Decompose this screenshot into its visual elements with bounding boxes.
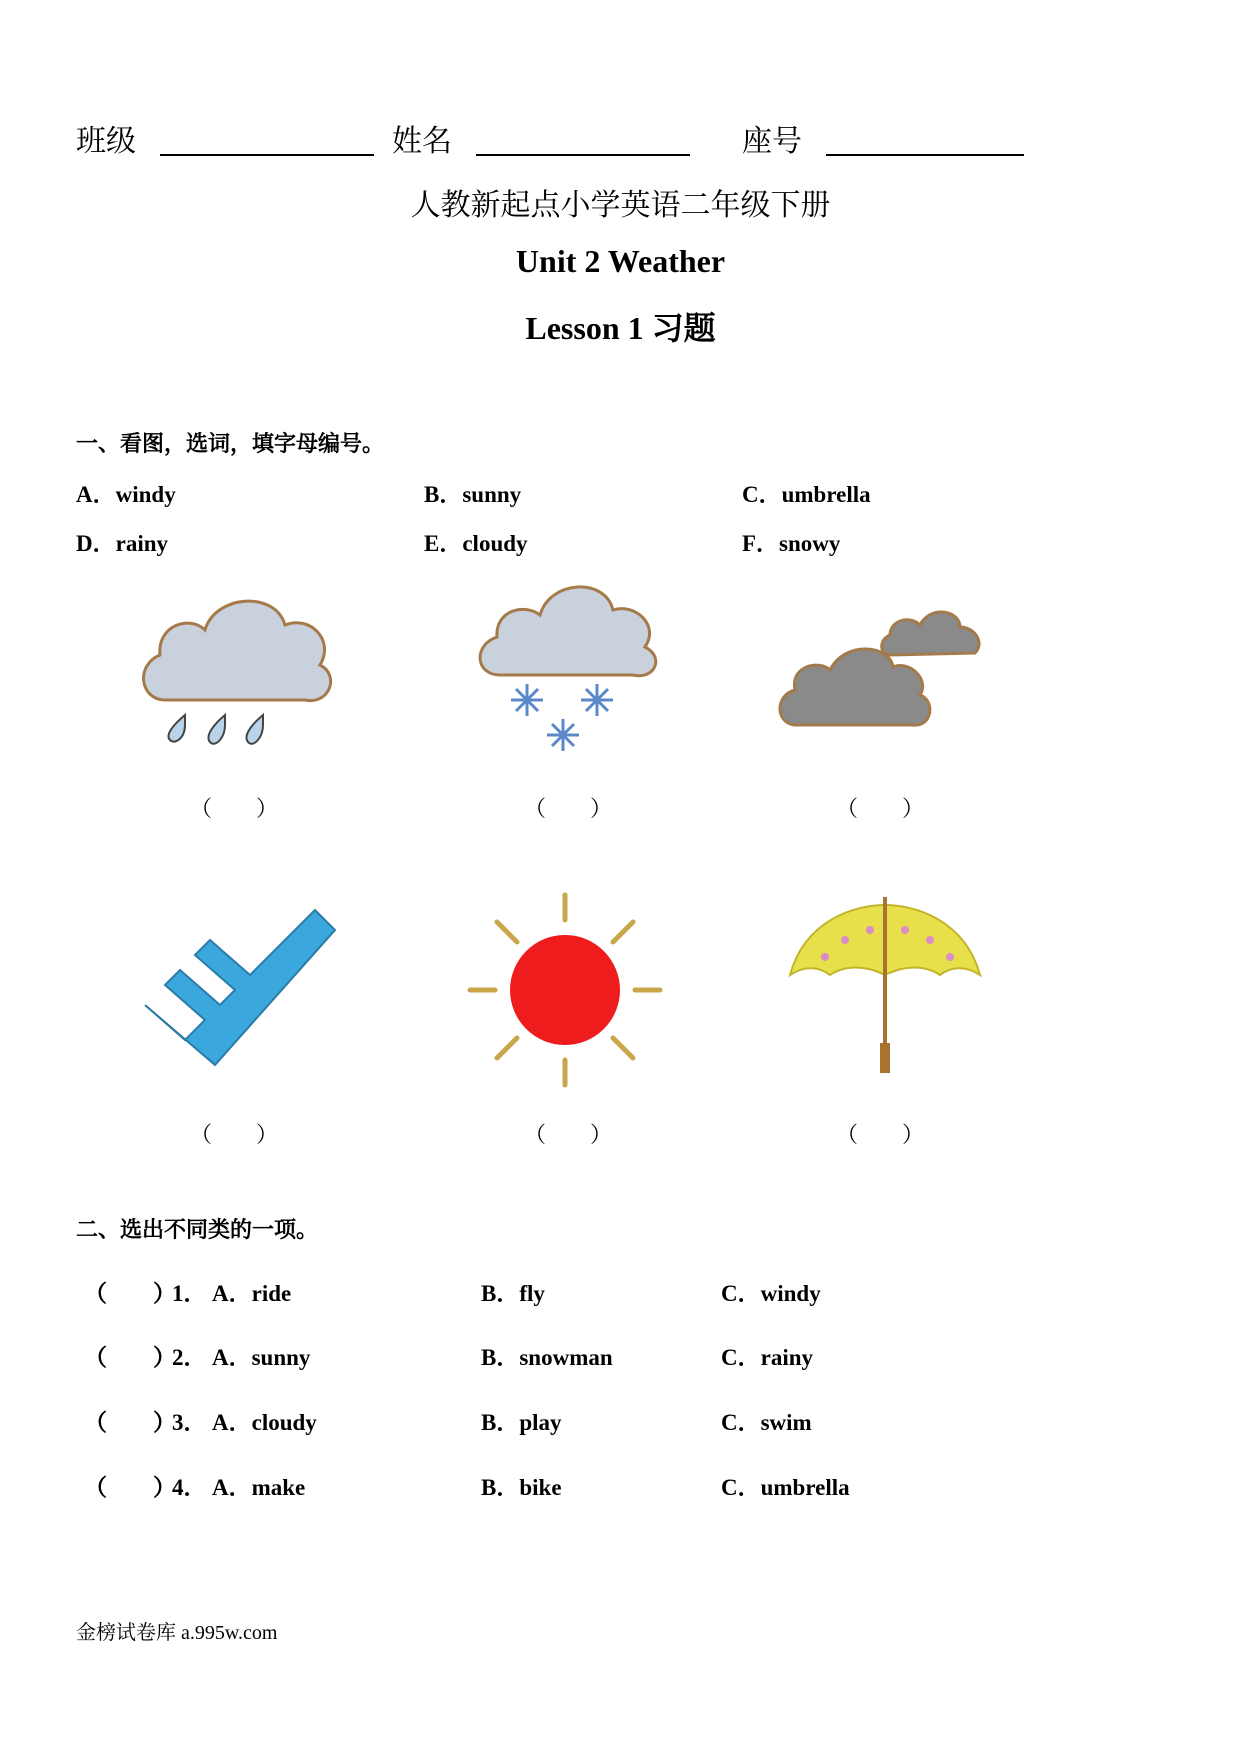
choice-b: B．play <box>481 1410 562 1435</box>
answer-blank-1[interactable]: （ ） <box>190 796 279 821</box>
choice-a: A．cloudy <box>212 1410 317 1435</box>
name-label: 姓名 <box>392 124 452 159</box>
choice-b: B．fly <box>481 1281 545 1306</box>
book-title: 人教新起点小学英语二年级下册 <box>410 188 831 223</box>
option-a: A．windy <box>76 482 176 507</box>
question-number: 2． <box>172 1345 207 1370</box>
class-label: 班级 <box>76 124 136 159</box>
option-d: D．rainy <box>76 531 168 556</box>
class-field[interactable] <box>160 120 374 156</box>
choice-a: A．ride <box>212 1281 292 1306</box>
footer-source: 金榜试卷库 a.995w.com <box>76 1622 278 1644</box>
question-number: 1． <box>172 1281 207 1306</box>
lesson-title: Lesson 1 习题 <box>525 310 716 346</box>
sun-icon <box>465 890 665 1090</box>
answer-blank-3[interactable]: （ ） <box>836 796 925 821</box>
snow-cloud-icon <box>475 575 665 760</box>
answer-blank-2[interactable]: （ ） <box>524 796 613 821</box>
name-field[interactable] <box>476 120 690 156</box>
unit-title: Unit 2 Weather <box>515 243 726 279</box>
option-f: F．snowy <box>742 531 841 556</box>
seat-label: 座号 <box>742 124 802 159</box>
choice-c: C．windy <box>721 1281 821 1306</box>
clouds-icon <box>775 605 990 735</box>
section2-heading: 二、选出不同类的一项。 <box>76 1218 319 1243</box>
answer-blank-6[interactable]: （ ） <box>836 1122 925 1147</box>
answer-paren-2[interactable]: （ ） <box>84 1345 176 1370</box>
choice-a: A．sunny <box>212 1345 311 1370</box>
choice-c: C．swim <box>721 1410 812 1435</box>
option-b: B．sunny <box>424 482 522 507</box>
choice-c: C．rainy <box>721 1345 813 1370</box>
seat-field[interactable] <box>826 120 1024 156</box>
checkmark-icon <box>140 905 340 1075</box>
umbrella-icon <box>785 895 985 1095</box>
answer-paren-3[interactable]: （ ） <box>84 1410 176 1435</box>
answer-paren-4[interactable]: （ ） <box>84 1475 176 1500</box>
answer-paren-1[interactable]: （ ） <box>84 1281 176 1306</box>
option-c: C．umbrella <box>742 482 871 507</box>
question-number: 4． <box>172 1475 207 1500</box>
option-e: E．cloudy <box>424 531 528 556</box>
choice-c: C．umbrella <box>721 1475 850 1500</box>
answer-blank-4[interactable]: （ ） <box>190 1122 279 1147</box>
choice-b: B．bike <box>481 1475 562 1500</box>
choice-b: B．snowman <box>481 1345 613 1370</box>
choice-a: A．make <box>212 1475 306 1500</box>
rain-cloud-icon <box>135 580 345 755</box>
question-number: 3． <box>172 1410 207 1435</box>
answer-blank-5[interactable]: （ ） <box>524 1122 613 1147</box>
section1-heading: 一、看图，选词，填字母编号。 <box>76 432 385 457</box>
